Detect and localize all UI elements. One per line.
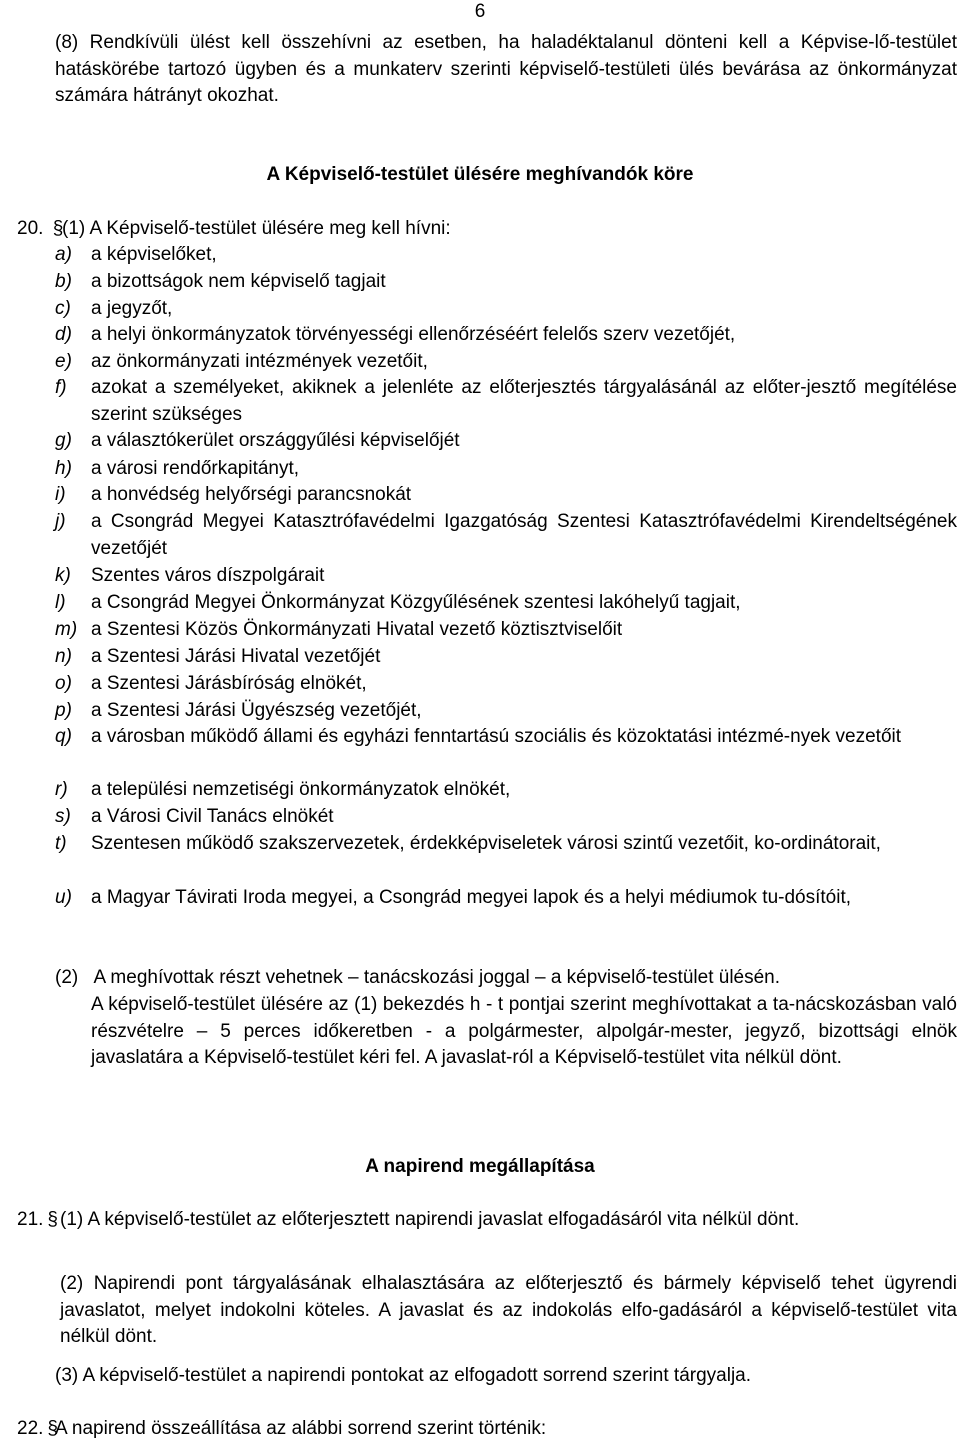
list-item <box>55 563 957 590</box>
list-letter: h) <box>55 458 72 479</box>
page-number: 6 <box>474 1 486 22</box>
list-text: a Magyar Távirati Iroda megyei, a Csongrád megyei lapok és a helyi médiumok tu-dósítóit, <box>91 887 852 908</box>
section-sign: § <box>52 218 64 239</box>
section-number: 22. <box>17 1418 44 1439</box>
list-letter: d) <box>55 324 72 345</box>
list-item <box>55 590 957 617</box>
list-text: a jegyzőt, <box>91 298 173 319</box>
list-text: a városi rendőrkapitányt, <box>91 458 300 479</box>
section-heading-invitees: A Képviselő-testület ülésére meghívandók köre <box>266 164 694 185</box>
list-item <box>55 349 957 376</box>
list-letter: q) <box>55 726 72 747</box>
section-number: 21. <box>17 1209 44 1230</box>
section-21-paragraph-3: (3) A képviselő-testület a napirendi pontokat az elfogadott sorrend szerint tárgyalja. <box>55 1365 752 1386</box>
list-text: az önkormányzati intézmények vezetőit, <box>91 351 428 372</box>
list-item <box>55 482 957 509</box>
list-item <box>55 831 957 858</box>
list-letter: t) <box>55 833 67 854</box>
list-item <box>55 296 957 323</box>
list-item <box>55 644 957 671</box>
list-text: a Szentesi Járási Ügyészség vezetőjét, <box>91 700 422 721</box>
list-text: a települési nemzetiségi önkormányzatok elnökét, <box>91 779 511 800</box>
list-letter: n) <box>55 646 72 667</box>
section-20-paragraph-2 <box>55 965 957 992</box>
list-letter: o) <box>55 673 72 694</box>
list-text: a helyi önkormányzatok törvényességi ellenőrzéséért felelős szerv vezetőjét, <box>91 324 736 345</box>
list-text: a képviselőket, <box>91 244 217 265</box>
list-text: a városban működő állami és egyházi fenntartású szociális és közoktatási intézmé-nyek vezetőit <box>91 726 902 747</box>
list-item <box>55 322 957 349</box>
list-text: Szentes város díszpolgárait <box>91 565 325 586</box>
section-number: 20. <box>17 218 44 239</box>
list-item <box>55 724 957 751</box>
list-item <box>55 698 957 725</box>
list-letter: a) <box>55 244 72 265</box>
section-20-paragraph-2-body: A képviselő-testület ülésére az (1) bekezdés h - t pontjai szerint meghívottakat a ta-nácskozásban való részvételre – 5 perces időkeretben - a polgármester, alpolgár-mester, jegyző, bizottsági elnök javaslatára a Képviselő-testület kéri fel. A javaslat-ról a Képviselő-testület vita nélkül dönt. <box>91 994 957 1068</box>
list-item <box>55 671 957 698</box>
list-item <box>55 885 957 912</box>
section-20-intro: (1) A Képviselő-testület ülésére meg kell hívni: <box>62 218 451 239</box>
list-letter: u) <box>55 887 72 908</box>
list-letter: f) <box>55 377 67 398</box>
list-item <box>55 617 957 644</box>
list-letter: c) <box>55 298 71 319</box>
section-21-number <box>17 1207 58 1234</box>
list-letter: p) <box>55 700 72 721</box>
section-22-text: A napirend összeállítása az alábbi sorrend szerint történik: <box>55 1418 547 1439</box>
list-item <box>55 804 957 831</box>
list-letter: b) <box>55 271 72 292</box>
list-letter: k) <box>55 565 71 586</box>
list-letter: r) <box>55 779 68 800</box>
list-item <box>55 509 957 562</box>
section-sign: § <box>47 1209 58 1230</box>
list-text: a választókerület országgyűlési képviselőjét <box>91 430 460 451</box>
list-text: a Szentesi Járási Hivatal vezetőjét <box>91 646 381 667</box>
list-letter: i) <box>55 484 66 505</box>
list-letter: j) <box>55 511 66 532</box>
list-item <box>55 375 957 428</box>
list-text: a Szentesi Járásbíróság elnökét, <box>91 673 367 694</box>
list-text: a honvédség helyőrségi parancsnokát <box>91 484 412 505</box>
section-sign: § <box>47 1418 58 1439</box>
section-22-number <box>17 1416 58 1443</box>
list-item <box>55 456 957 483</box>
list-text: azokat a személyeket, akiknek a jelenléte az előterjesztés tárgyalásánál az előter-jesztő megítélése szerint szükséges <box>91 377 957 425</box>
list-letter: s) <box>55 806 71 827</box>
list-text: Szentesen működő szakszervezetek, érdekképviseletek városi szintű vezetőit, ko-ordinátorait, <box>91 833 881 854</box>
section-heading-agenda: A napirend megállapítása <box>365 1156 595 1177</box>
list-text: a Szentesi Közös Önkormányzati Hivatal vezető köztisztviselőit <box>91 619 623 640</box>
section-20-number <box>17 216 63 243</box>
paragraph-8: (8) Rendkívüli ülést kell összehívni az esetben, ha haladéktalanul dönteni kell a Képvise-lő-testület hatáskörébe tartozó ügyben és a munkaterv szerinti képviselő-testületi ülés bevárása az önkormányzat számára hátrányt okozhat. <box>55 32 957 106</box>
list-item <box>55 428 957 455</box>
paragraph-first-line: A meghívottak részt vehetnek – tanácskozási joggal – a képviselő-testület ülésén. <box>93 967 781 988</box>
list-text: a Csongrád Megyei Katasztrófavédelmi Igazgatóság Szentesi Katasztrófavédelmi Kirendeltségének vezetőjét <box>91 511 957 559</box>
section-21-paragraph-1: (1) A képviselő-testület az előterjesztett napirendi javaslat elfogadásáról vita nélkül dönt. <box>60 1209 800 1230</box>
list-text: a Városi Civil Tanács elnökét <box>91 806 334 827</box>
list-letter: g) <box>55 430 72 451</box>
paragraph-label: (2) <box>55 967 79 988</box>
list-text: a bizottságok nem képviselő tagjait <box>91 271 386 292</box>
list-item <box>55 777 957 804</box>
list-text: a Csongrád Megyei Önkormányzat Közgyűlésének szentesi lakóhelyű tagjait, <box>91 592 741 613</box>
list-letter: m) <box>55 619 78 640</box>
list-item <box>55 242 957 269</box>
section-21-paragraph-2: (2) Napirendi pont tárgyalásának elhalasztására az előterjesztő és bármely képviselő tehet ügyrendi javaslatot, melyet indokolni köteles. A javaslat és az indokolás elfo-gadásáról a képviselő-testület vita nélkül dönt. <box>60 1273 957 1347</box>
list-letter: e) <box>55 351 72 372</box>
list-item <box>55 269 957 296</box>
list-letter: l) <box>55 592 66 613</box>
